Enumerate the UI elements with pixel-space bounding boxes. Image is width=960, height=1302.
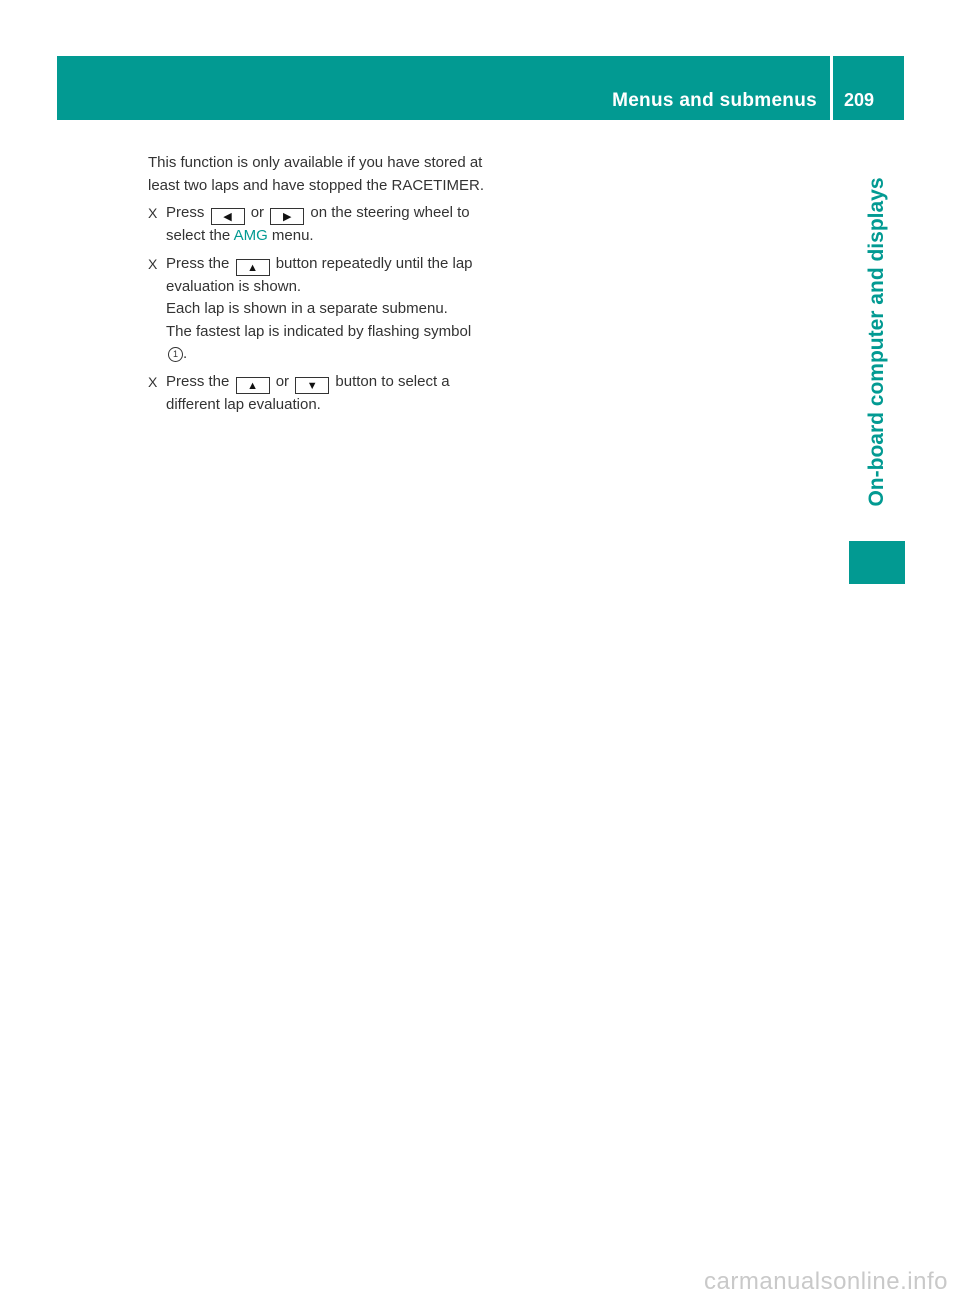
left-arrow-key-icon: ◀	[211, 208, 245, 225]
step-2-end: .	[183, 345, 188, 362]
header-divider	[830, 56, 833, 120]
flashing-symbol-icon: 1	[168, 347, 183, 362]
step-2-line-2: Each lap is shown in a separate submenu.	[166, 300, 448, 317]
page-number: 209	[844, 90, 875, 110]
section-title: Menus and submenus	[612, 90, 817, 111]
step-2-text-a: Press the	[166, 254, 230, 272]
step-1-text-b: on the steering wheel to select the	[166, 204, 470, 244]
step-2	[148, 253, 488, 366]
step-marker: X	[148, 255, 158, 272]
header-bar	[57, 56, 904, 120]
watermark: carmanualsonline.info	[704, 1268, 948, 1295]
step-marker: X	[148, 205, 158, 221]
up-arrow-key-icon: ▲	[236, 377, 270, 394]
intro-paragraph: This function is only available if you have stored at least two laps and have stopped the RACETIMER.	[148, 154, 485, 194]
step-3-text-a: Press the	[166, 372, 230, 390]
chapter-tab-label: On-board computer and displays	[865, 177, 888, 507]
step-1	[148, 202, 488, 248]
step-3	[148, 371, 488, 417]
right-arrow-key-icon: ▶	[270, 208, 304, 225]
step-marker: X	[148, 373, 158, 390]
down-arrow-key-icon: ▼	[295, 377, 329, 394]
step-3-text-b: button to select a different lap evaluation.	[166, 372, 450, 413]
step-2-text-b: button repeatedly until the lap evaluation is shown.	[166, 254, 473, 295]
step-3-or: or	[275, 372, 290, 390]
up-arrow-key-icon: ▲	[236, 259, 270, 276]
step-1-text-c: menu.	[271, 227, 314, 244]
chapter-tab-block	[849, 541, 905, 584]
chapter-tab	[849, 152, 905, 532]
main-content	[148, 152, 488, 421]
step-1-text-a: Press	[166, 204, 205, 221]
amg-menu-label: AMG	[233, 227, 268, 244]
step-1-or: or	[250, 204, 265, 221]
step-2-line-3: The fastest lap is indicated by flashing symbol	[166, 322, 472, 340]
